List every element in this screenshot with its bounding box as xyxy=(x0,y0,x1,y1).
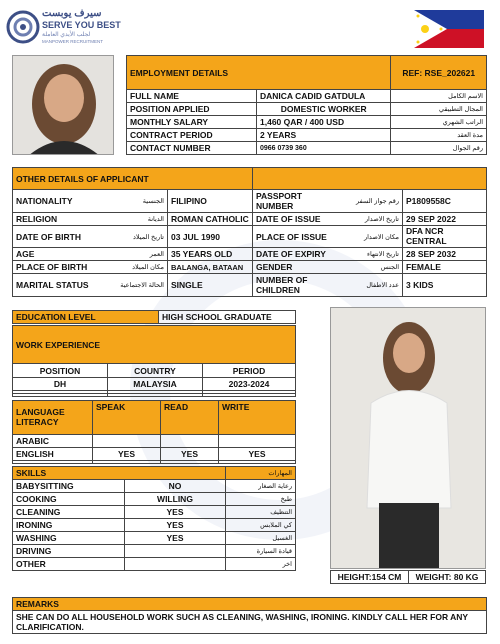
employment-row: FULL NAME DANICA CADID GATDULA الاسم الكامل xyxy=(127,90,487,103)
employment-row: MONTHLY SALARY 1,460 QAR / 400 USD الراتب الشهري xyxy=(127,116,487,129)
education-value: HIGH SCHOOL GRADUATE xyxy=(159,311,296,324)
work-experience-table: WORK EXPERIENCE POSITION COUNTRY PERIOD DH MALAYSIA 2023-2024 xyxy=(12,325,296,397)
remarks-header: REMARKS xyxy=(13,598,487,611)
employment-details-table xyxy=(126,55,487,155)
skills-header: SKILLS xyxy=(13,467,226,480)
remarks-table xyxy=(12,597,487,634)
skills-row: CLEANING YES التنظيف xyxy=(13,506,296,519)
other-details-header: OTHER DETAILS OF APPLICANT xyxy=(13,168,253,190)
height-value: HEIGHT:154 CM xyxy=(331,571,409,584)
language-row: ENGLISH YES YES YES xyxy=(13,448,296,461)
language-header: LANGUAGE LITERACY xyxy=(13,401,93,435)
applicant-headshot-photo xyxy=(12,55,114,155)
work-experience-header: WORK EXPERIENCE xyxy=(13,326,296,364)
body-stats-table xyxy=(330,570,486,584)
skills-row: OTHER اخر xyxy=(13,558,296,571)
employment-row: POSITION APPLIED DOMESTIC WORKER المجال التطبيقي xyxy=(127,103,487,116)
employment-header: EMPLOYMENT DETAILS xyxy=(127,56,391,90)
language-row: ARABIC xyxy=(13,435,296,448)
logo-arabic: سيرف يوبست xyxy=(42,8,102,19)
logo-name: SERVE YOU BEST xyxy=(42,20,121,30)
other-details-row: MARITAL STATUS الحالة الاجتماعية SINGLE NUMBER OF CHILDREN عدد الاطفال 3 KIDS xyxy=(13,274,487,297)
other-details-row: PLACE OF BIRTH مكان الميلاد BALANGA, BATAAN GENDER الجنس FEMALE xyxy=(13,261,487,274)
skills-row: DRIVING قيادة السيارة xyxy=(13,545,296,558)
language-table: LANGUAGE LITERACY SPEAK READ WRITE ARABIC ENGLISH YES YES YES xyxy=(12,400,296,464)
ref-number: REF: RSE_202621 xyxy=(391,56,487,90)
skills-row: IRONING YES كي الملابس xyxy=(13,519,296,532)
other-details-table xyxy=(12,167,487,297)
other-details-row: AGE العمر 35 YEARS OLD DATE OF EXPIRY تاريخ الانتهاء 28 SEP 2032 xyxy=(13,248,487,261)
education-label: EDUCATION LEVEL xyxy=(13,311,159,324)
work-experience-row: DH MALAYSIA 2023-2024 xyxy=(13,378,296,391)
education-table xyxy=(12,310,296,324)
weight-value: WEIGHT: 80 KG xyxy=(409,571,486,584)
other-details-row: DATE OF BIRTH تاريخ الميلاد 03 JUL 1990 PLACE OF ISSUE مكان الاصدار DFA NCR CENTRAL xyxy=(13,226,487,248)
philippines-flag-icon xyxy=(414,10,484,48)
other-details-row: NATIONALITY الجنسية FILIPINO PASSPORT NUMBER رقم جواز السفر P1809558C xyxy=(13,190,487,213)
company-logo xyxy=(6,8,126,48)
skills-row: BABYSITTING NO رعاية الصغار xyxy=(13,480,296,493)
skills-table: SKILLS المهارات BABYSITTING NO رعاية الصغار COOKING WILLING طبخ CLEANING YES التنظيف IRONING YES كي الملابس WASHING YES الغسيل DRIVING قيادة السيارة OTHER اخر xyxy=(12,466,296,571)
skills-row: COOKING WILLING طبخ xyxy=(13,493,296,506)
applicant-full-body-photo xyxy=(330,307,486,569)
remarks-text: SHE CAN DO ALL HOUSEHOLD WORK SUCH AS CLEANING, WASHING, IRONING. KINDLY CALL HER FOR ANY CLARIFICATION. xyxy=(13,611,487,634)
skills-row: WASHING YES الغسيل xyxy=(13,532,296,545)
employment-row: CONTRACT PERIOD 2 YEARS مدة العقد xyxy=(127,129,487,142)
logo-icon xyxy=(6,10,40,44)
logo-sub-arabic: لجلب الأيدي العاملة xyxy=(42,32,91,38)
work-experience-row xyxy=(13,394,296,397)
logo-sub: MANPOWER RECRUITMENT xyxy=(42,39,103,44)
employment-row: CONTACT NUMBER 0966 0739 360 رقم الجوال xyxy=(127,142,487,155)
other-details-row: RELIGION الديانة ROMAN CATHOLIC DATE OF ISSUE تاريخ الاصدار 29 SEP 2022 xyxy=(13,213,487,226)
